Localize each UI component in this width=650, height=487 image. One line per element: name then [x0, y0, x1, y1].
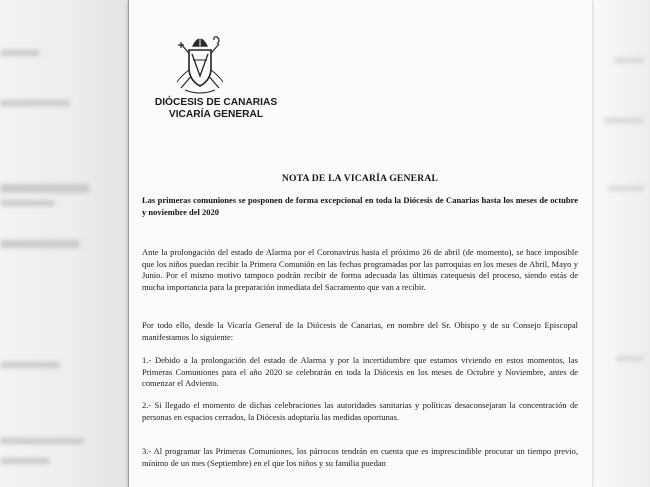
diocese-coat-of-arms-icon [171, 30, 229, 98]
background-page-right [592, 0, 650, 487]
document-title: NOTA DE LA VICARÍA GENERAL [281, 173, 439, 184]
background-page-left [0, 0, 128, 487]
blurred-text [0, 362, 60, 368]
org-line-2: VICARÍA GENERAL [168, 109, 264, 120]
blurred-text [0, 458, 50, 464]
blurred-text [0, 100, 70, 106]
paragraph-intro: Ante la prolongación del estado de Alarma por el Coronavirus hasta el próximo 26 de abril (de momento), se hace imposible que los niños puedan recibir la Primera Comunión en las fechas programadas por las parroquias en los meses de Abril, Mayo y Junio. Por el mismo motivo tampoco podrán recibir de forma adecuada las últimas catequesis del proceso, siendo estás de mucha importancia para la preparación inmediata del Sacramento que van a recibir. [142, 247, 578, 292]
document-subtitle: Las primeras comuniones se posponen de forma excepcional en toda la Diócesis de Canarias hasta los meses de octubre y noviembre del 2020 [142, 195, 578, 217]
blurred-text [616, 356, 644, 361]
paragraph-point-3: 3.- Al programar las Primeras Comuniones, los párrocos tendrán en cuenta que es imprescindible procurar un tiempo previo, mínimo de un mes (Septiembre) en el que los niños y su familia puedan [142, 446, 578, 468]
paragraph-statement: Por todo ello, desde la Vicaría General de la Diócesis de Canarias, en nombre del Sr. Obispo y de su Consejo Episcopal manifestamos lo siguiente: [142, 320, 578, 342]
blurred-text [0, 50, 40, 56]
blurred-text [614, 58, 644, 63]
organization-name [146, 97, 286, 121]
paragraph-point-1: 1.- Debido a la prolongación del estado de Alarma y por la incertidumbre que estamos viviendo en estos momentos, las Primeras Comuniones para el año 2020 se celebrarán en toda la Diócesis en los meses de Octubre y Noviembre, antes de comenzar el Adviento. [142, 355, 578, 389]
paragraph-point-2: 2.- Si llegado el momento de dichas celebraciones las autoridades sanitarias y políticas desaconsejaran la concentración de personas en espacios cerrados, la Diócesis adoptaría las medidas oportunas. [142, 400, 578, 422]
document-page [128, 0, 592, 487]
blurred-text [0, 184, 90, 193]
org-line-1: DIÓCESIS DE CANARIAS [154, 97, 278, 108]
blurred-text [0, 438, 85, 444]
blurred-text [604, 118, 644, 123]
blurred-text [0, 200, 55, 206]
blurred-text [608, 186, 644, 191]
blurred-text [0, 240, 80, 248]
